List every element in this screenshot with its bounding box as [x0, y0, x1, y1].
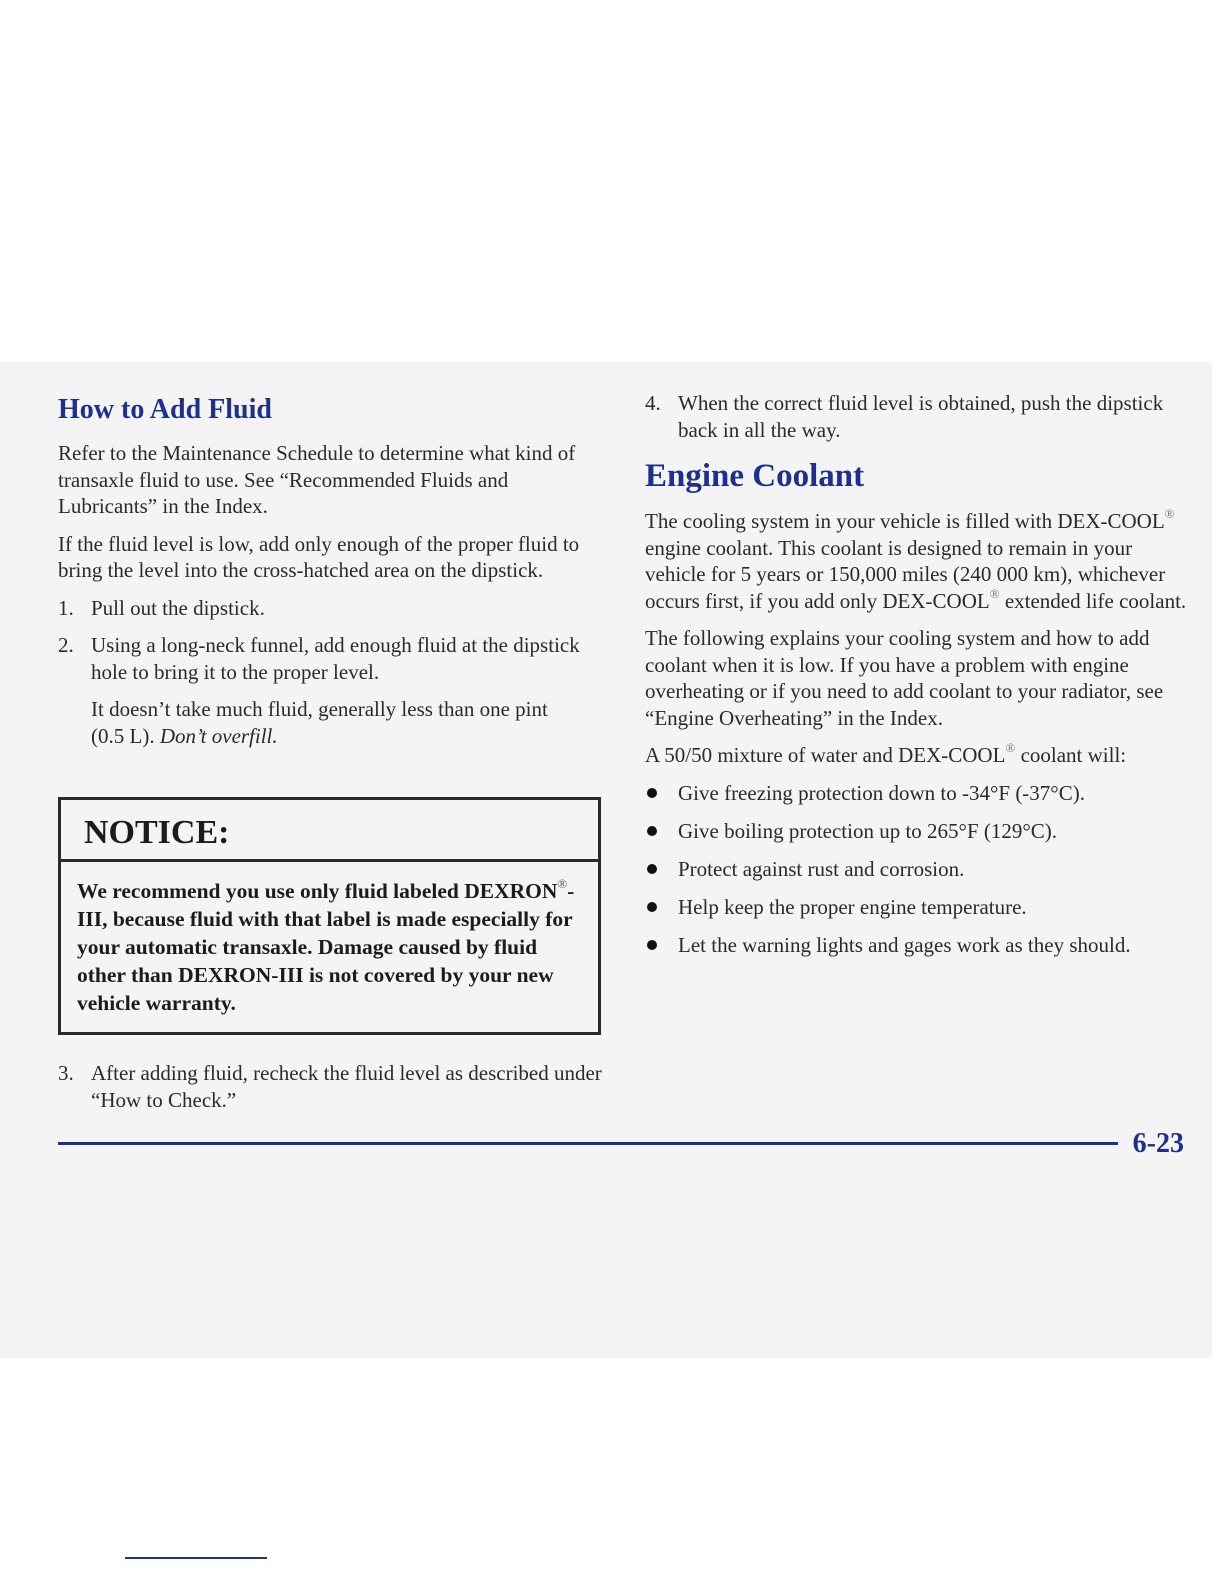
bullet-icon [647, 826, 657, 836]
coolant-benefits-list [645, 780, 1190, 959]
page-number: 6-23 [1132, 1128, 1184, 1159]
step-text: Pull out the dipstick. [91, 595, 265, 620]
right-column [645, 390, 1190, 970]
bullet-icon [647, 902, 657, 912]
notice-title: NOTICE: [61, 800, 598, 862]
step-4 [645, 390, 1190, 443]
list-item [645, 894, 1190, 921]
list-item [645, 818, 1190, 845]
bullet-icon [647, 864, 657, 874]
step-text: Using a long-neck funnel, add enough fluid at the dipstick hole to bring it to the proper level. [91, 633, 580, 684]
list-item-text: Protect against rust and corrosion. [678, 856, 965, 881]
list-item-text: Give boiling protection up to 265°F (129°C). [678, 818, 1058, 843]
list-item-text: Give freezing protection down to -34°F (-37°C). [678, 780, 1085, 805]
bottom-link-underline[interactable] [125, 1557, 267, 1559]
list-item [645, 932, 1190, 959]
notice-text-b: -III, because fluid with that label is made especially for your automatic transaxle. Damage caused by fluid other than DEXRON-III is not covered by your new vehicle warranty. [77, 879, 575, 1015]
section-heading-engine-coolant: Engine Coolant [645, 458, 865, 494]
registered-mark: ® [1164, 506, 1175, 521]
list-item [645, 856, 1190, 883]
text-part: engine coolant. This coolant is designed to remain in your vehicle for 5 years or 150,000 miles (240 000 km), whichever occurs first, if you add only DEX-COOL [645, 535, 1166, 613]
step-number: 2. [58, 633, 74, 657]
registered-mark: ® [989, 585, 1000, 601]
registered-mark: ® [557, 876, 568, 891]
step-text: When the correct fluid level is obtained, push the dipstick back in all the way. [678, 391, 1164, 442]
step-2 [58, 632, 580, 685]
note-emphasis: Don’t overfill. [159, 723, 278, 748]
notice-body [61, 862, 598, 1017]
step-number: 3. [58, 1061, 74, 1085]
text-part: A 50/50 mixture of water and DEX-COOL [645, 743, 1006, 767]
step-number: 4. [645, 391, 661, 415]
list-item [645, 780, 1190, 807]
step-3 [58, 1060, 621, 1113]
text-part: extended life coolant. [999, 588, 1187, 613]
list-item-text: Let the warning lights and gages work as they should. [678, 932, 1131, 957]
left-column [58, 390, 580, 760]
footer-rule [58, 1142, 1118, 1145]
note-text: It doesn’t take much fluid, generally less than one pint (0.5 L). [91, 697, 548, 748]
paragraph-fluid-low: If the fluid level is low, add only enough of the proper fluid to bring the level into the cross-hatched area on the dipstick. [58, 531, 580, 582]
paragraph-cooling-system [645, 508, 1190, 614]
bullet-icon [647, 788, 657, 798]
text-part: The cooling system in your vehicle is filled with DEX-COOL [645, 509, 1165, 533]
step-number: 1. [58, 595, 74, 620]
section-heading-add-fluid: How to Add Fluid [58, 394, 272, 425]
bullet-icon [647, 940, 657, 950]
registered-mark: ® [1005, 740, 1016, 755]
text-part: coolant will: [1015, 743, 1127, 767]
paragraph-mixture [645, 742, 1190, 769]
step-2-note [58, 696, 580, 749]
notice-box [58, 797, 601, 1035]
paragraph-explains: The following explains your cooling system and how to add coolant when it is low. If you have a problem with engine overheating or if you need to add coolant to your radiator, see “Engine Overheating” in the Index. [645, 626, 1164, 730]
paragraph-maintenance: Refer to the Maintenance Schedule to determine what kind of transaxle fluid to use. See “Recommended Fluids and Lubricants” in the Index. [58, 441, 576, 518]
step-1 [58, 595, 580, 622]
step-text: After adding fluid, recheck the fluid level as described under “How to Check.” [91, 1061, 602, 1112]
list-item-text: Help keep the proper engine temperature. [678, 894, 1027, 919]
notice-text-a: We recommend you use only fluid labeled DEXRON [77, 879, 558, 903]
